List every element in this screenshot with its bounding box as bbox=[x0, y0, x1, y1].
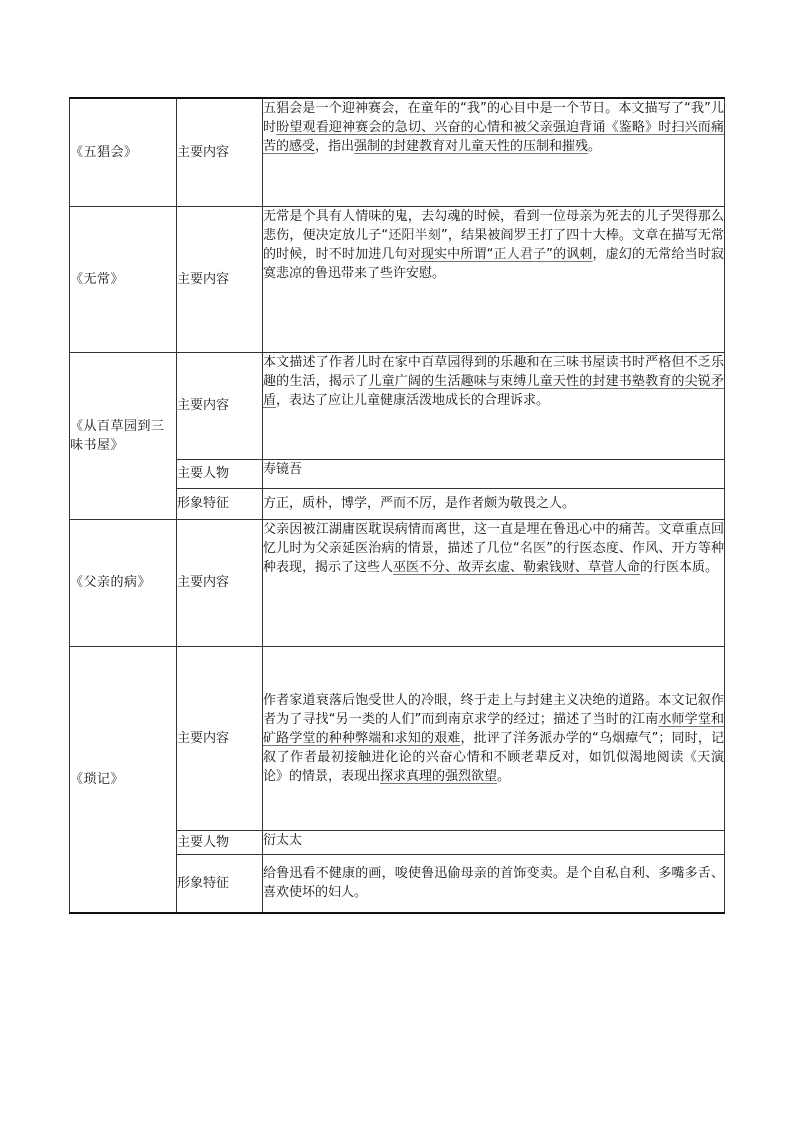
underlined-text: 巫医不分、故弄玄虚、勒索钱财、草菅人命 bbox=[393, 559, 641, 575]
person-label: 主要人物 bbox=[177, 830, 263, 854]
row-label: 主要内容 bbox=[177, 98, 263, 206]
content-text: 的行医本质。 bbox=[640, 559, 719, 575]
content-text: 无常是个具有人情味的鬼，去勾魂的时候，看到一位母亲为死去的儿子哭得那么悲伤，便决定放儿子“ bbox=[263, 208, 724, 243]
table-row bbox=[70, 646, 725, 830]
content-text: ，表达了应让儿童健康活泼地成长的合理诉求。 bbox=[276, 392, 550, 408]
main-character: 寿镜吾 bbox=[263, 459, 725, 488]
underlined-text: 对现实中所谓“ bbox=[407, 246, 494, 262]
content-text: ，虚幻的无常给当时寂寞悲凉的鲁迅带来了些许安慰。 bbox=[263, 246, 724, 281]
content-text: 父亲因被江湖庸医耽误病情而离世，这一直是埋在鲁迅心中的痛苦。文章重点回忆儿时为父亲延医治病的情景，描述了几位“ bbox=[263, 521, 724, 556]
person-label: 主要人物 bbox=[177, 459, 263, 488]
work-title: 《父亲的病》 bbox=[70, 519, 177, 646]
table-row bbox=[70, 98, 725, 206]
summary-table bbox=[69, 97, 725, 914]
work-title: 《无常》 bbox=[70, 206, 177, 352]
table-row bbox=[70, 519, 725, 646]
row-label: 主要内容 bbox=[177, 519, 263, 646]
row-label: 主要内容 bbox=[177, 352, 263, 459]
trait-label: 形象特征 bbox=[177, 854, 263, 913]
main-content bbox=[263, 98, 725, 206]
work-title: 《五猖会》 bbox=[70, 98, 177, 206]
character-traits: 方正，质朴，博学，严而不厉，是作者颇为敬畏之人。 bbox=[263, 488, 725, 519]
main-content bbox=[263, 646, 725, 830]
content-text: 作者家道衰落后饱受世人的冷眼，终于走上与封建主义决绝的道路。本文记叙作者为了寻找“另一类的人们”而到南京求学的经过；描述了当时的江南 bbox=[263, 692, 724, 727]
content-text: 本文描述了作者儿时在家中百草园得到的乐趣和在三味书屋读书时严格但不乏乐趣的生活，揭示了 bbox=[263, 354, 724, 389]
underlined-text: 水师学堂和矿路学堂的种种弊端和求知的艰难 bbox=[263, 711, 724, 746]
underlined-text: 儿童广阔的生活趣味与束缚儿童天性的封建书塾教育的尖锐矛盾 bbox=[263, 373, 724, 408]
trait-label: 形象特征 bbox=[177, 488, 263, 519]
quoted-text: 名医 bbox=[519, 540, 547, 556]
main-content bbox=[263, 352, 725, 459]
work-title: 《从百草园到三味书屋》 bbox=[70, 352, 177, 519]
quoted-text: 还阳半刻 bbox=[388, 227, 441, 243]
content-text: 。 bbox=[497, 768, 511, 784]
main-content bbox=[263, 519, 725, 646]
main-content bbox=[263, 206, 725, 352]
quoted-text: 正人君子 bbox=[493, 246, 547, 262]
character-traits: 给鲁迅看不健康的画，唆使鲁迅偷母亲的首饰变卖。是个自私自利、多嘴多舌、喜欢使坏的妇人。 bbox=[263, 854, 725, 913]
main-character: 衍太太 bbox=[263, 830, 725, 854]
content-text: ”的行医态度、作风、开方等种种表现，揭示了这些人 bbox=[263, 540, 724, 575]
work-title: 《琐记》 bbox=[70, 646, 177, 913]
content-text: ，指出 bbox=[315, 139, 355, 154]
underlined-text: 盼望观看迎神赛会的急切、兴奋的心情和被父亲强迫背诵《鉴略》时扫兴而痛苦的感受 bbox=[263, 120, 724, 154]
content-text: 。 bbox=[588, 139, 602, 154]
table-row bbox=[70, 352, 725, 459]
underlined-text: 探求真理的强烈欲望 bbox=[380, 768, 498, 784]
row-label: 主要内容 bbox=[177, 206, 263, 352]
row-label: 主要内容 bbox=[177, 646, 263, 830]
underlined-text: 强制的封建教育对儿童天性的压制和摧残 bbox=[354, 139, 589, 154]
content-text: ，批评了洋务派办学的“乌烟瘴气”；同时，记叙了作者最初接触进化论的兴奋心情和不顾老辈反对，如饥似渴地阅读《天演论》的情景，表现出 bbox=[263, 730, 724, 784]
content-text: 五猖会是一个迎神赛会，在童年的“我”的心目中是一个节日。本文描写了“我”儿时 bbox=[263, 101, 724, 135]
content-text: ”，结果被阎罗王打了四十大棒。文章在描写无常的时候，时不时加进几句 bbox=[263, 227, 724, 262]
underlined-text: ”的讽刺 bbox=[546, 246, 593, 262]
table-row bbox=[70, 206, 725, 352]
